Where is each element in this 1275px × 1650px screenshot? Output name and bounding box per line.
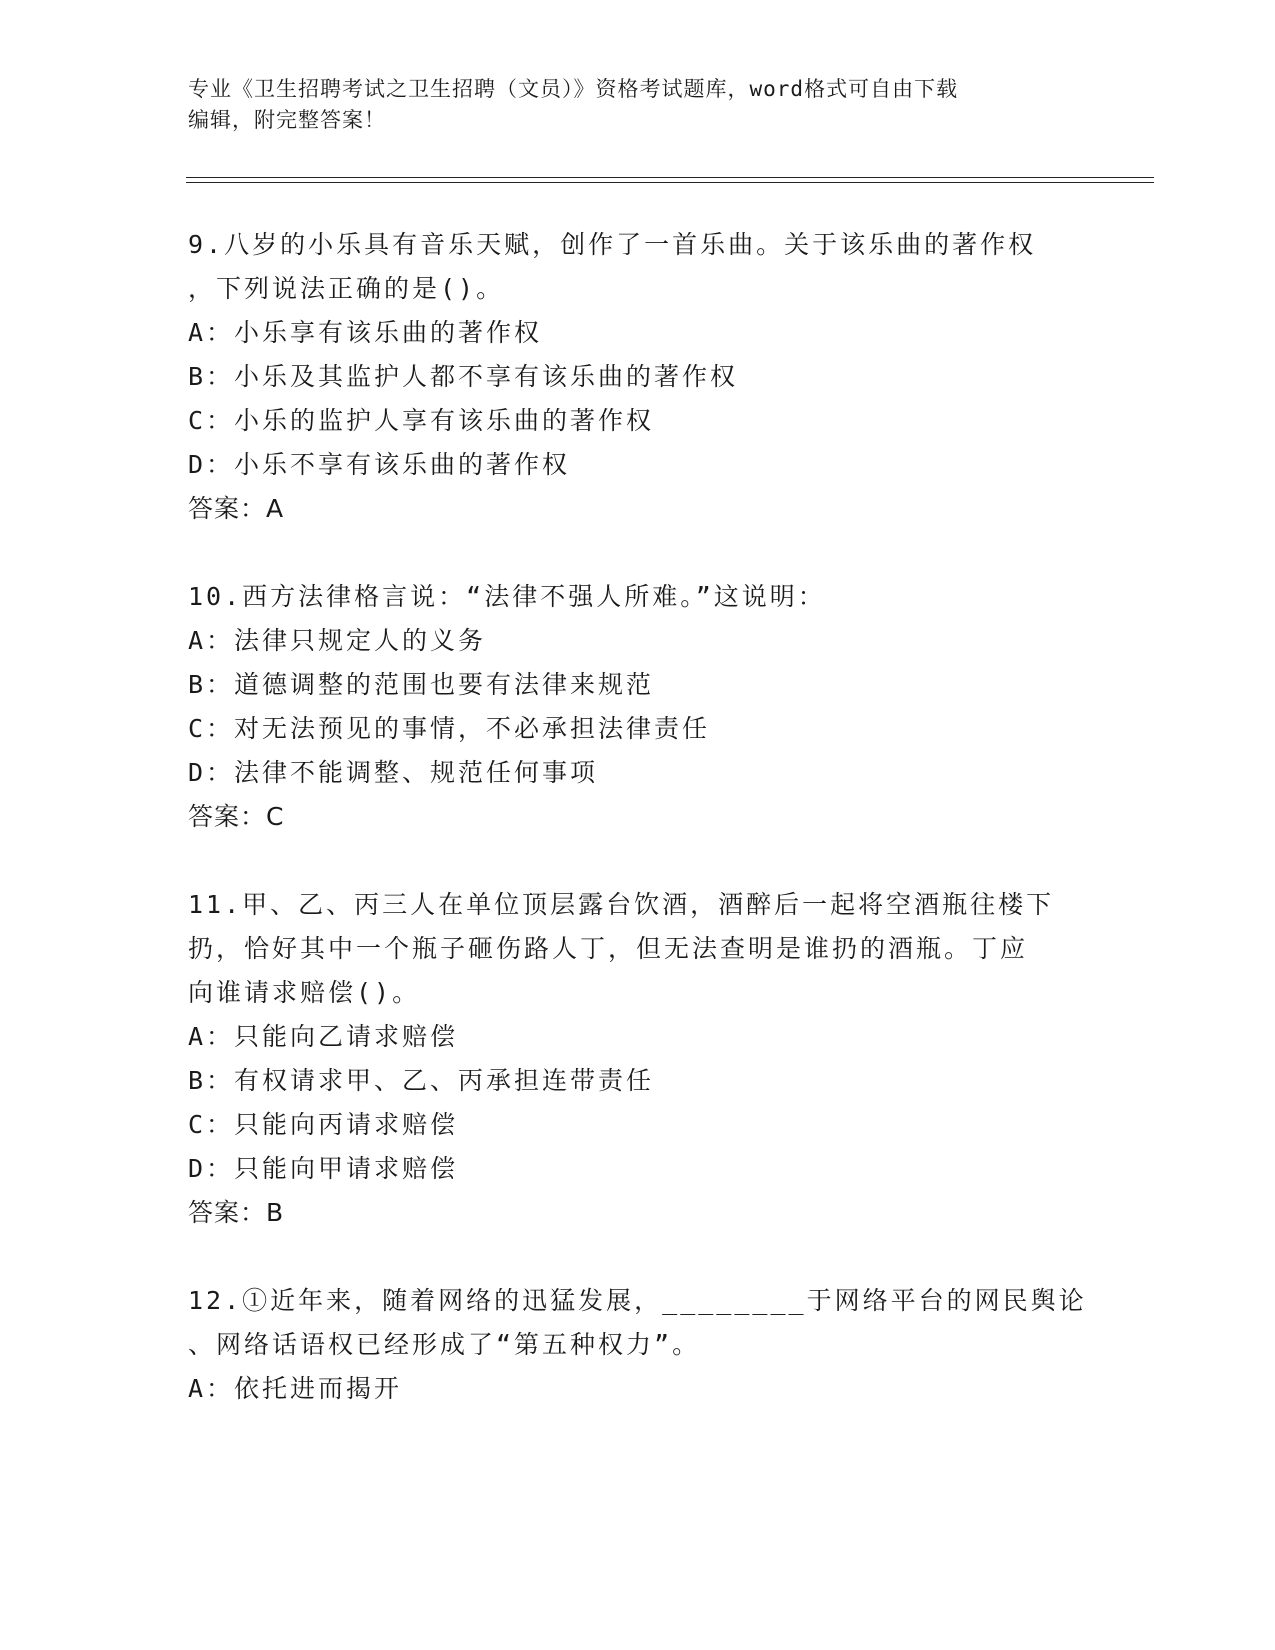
question-12-text-line-2: 、网络话语权已经形成了“第五种权力”。 [188, 1330, 701, 1359]
question-11-text-line-2: 扔，恰好其中一个瓶子砸伤路人丁，但无法查明是谁扔的酒瓶。丁应 [188, 934, 1029, 963]
question-9-option-c: C：小乐的监护人享有该乐曲的著作权 [188, 406, 655, 435]
question-10-option-c: C：对无法预见的事情，不必承担法律责任 [188, 714, 711, 743]
question-11-answer: 答案：B [188, 1198, 285, 1227]
question-11-text-line-3: 向谁请求赔偿()。 [188, 978, 421, 1007]
question-11-option-c: C：只能向丙请求赔偿 [188, 1110, 459, 1139]
question-10-option-b: B：道德调整的范围也要有法律来规范 [188, 670, 655, 699]
question-10-option-a: A：法律只规定人的义务 [188, 626, 487, 655]
question-11-option-a: A：只能向乙请求赔偿 [188, 1022, 459, 1051]
header-line-2: 编辑，附完整答案！ [188, 108, 386, 132]
question-12-option-a: A：依托进而揭开 [188, 1374, 403, 1403]
question-10-answer: 答案：C [188, 802, 285, 831]
header-divider-top [186, 177, 1154, 178]
question-9-option-a: A：小乐享有该乐曲的著作权 [188, 318, 543, 347]
question-11-option-d: D：只能向甲请求赔偿 [188, 1154, 459, 1183]
document-header [188, 74, 1068, 136]
question-9-option-d: D：小乐不享有该乐曲的著作权 [188, 450, 571, 479]
header-divider-bottom [186, 182, 1154, 183]
question-9-option-b: B：小乐及其监护人都不享有该乐曲的著作权 [188, 362, 739, 391]
question-10-text-line-1: 10.西方法律格言说：“法律不强人所难。”这说明： [188, 582, 826, 611]
question-11-text-line-1: 11.甲、乙、丙三人在单位顶层露台饮酒，酒醉后一起将空酒瓶往楼下 [188, 890, 1055, 919]
question-9-text-line-2: ，下列说法正确的是()。 [188, 274, 505, 303]
question-12-text-line-1: 12.①近年来，随着网络的迅猛发展，________于网络平台的网民舆论 [188, 1286, 1087, 1315]
header-line-1: 专业《卫生招聘考试之卫生招聘（文员）》资格考试题库，word格式可自由下载 [188, 77, 959, 101]
question-9-answer: 答案：A [188, 494, 285, 523]
question-9-text-line-1: 9.八岁的小乐具有音乐天赋，创作了一首乐曲。关于该乐曲的著作权 [188, 230, 1037, 259]
question-11-option-b: B：有权请求甲、乙、丙承担连带责任 [188, 1066, 655, 1095]
question-10-option-d: D：法律不能调整、规范任何事项 [188, 758, 599, 787]
